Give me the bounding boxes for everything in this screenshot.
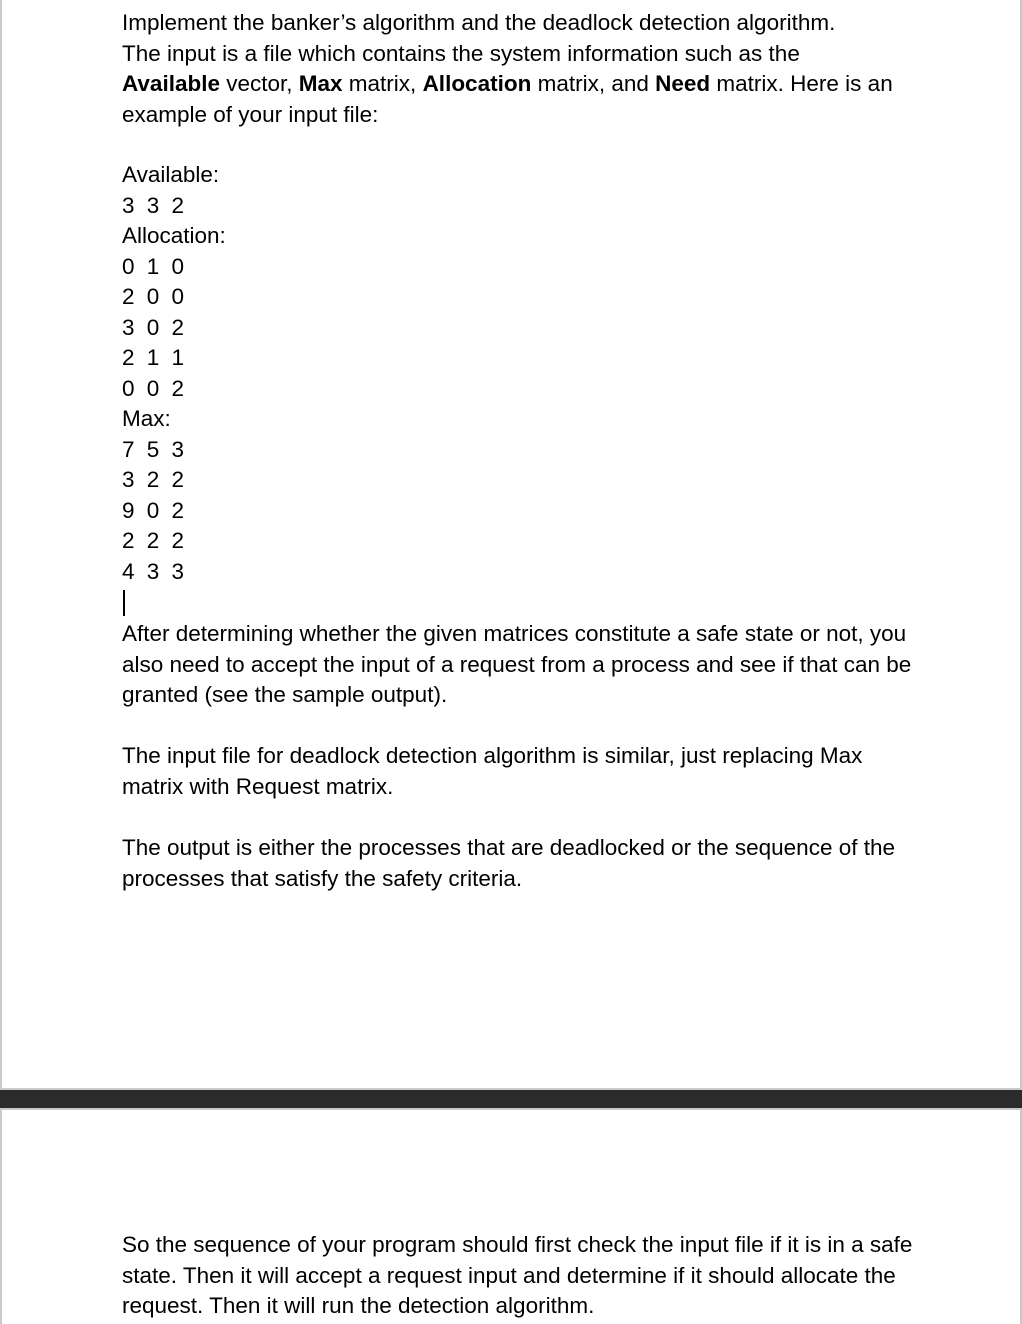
allocation-row: 0 1 0: [122, 253, 188, 279]
max-row: 3 2 2: [122, 467, 188, 492]
allocation-label: Allocation:: [122, 223, 226, 248]
max-row: 2 2 2: [122, 528, 188, 553]
allocation-row: 2 0 0: [122, 284, 188, 309]
after-paragraph: After determining whether the given matrices constitute a safe state or not, you also need to accept the input of a request from a process and see if that can be granted (see the sample output).: [122, 621, 912, 707]
max-row: 7 5 3: [122, 436, 188, 462]
available-label: Available:: [122, 162, 220, 187]
allocation-row: 2 1 1: [122, 345, 188, 370]
intro-line-1: Implement the banker’s algorithm and the deadlock detection algorithm.: [122, 10, 836, 35]
page-separator: [0, 1090, 1022, 1108]
intro-line-2: The input is a file which contains the system information such as the: [122, 40, 800, 66]
intro-line-4: example of your input file:: [122, 101, 379, 127]
intro-text-matrix: matrix,: [342, 71, 423, 96]
intro-text-matrix-and: matrix, and: [531, 71, 656, 96]
keyword-allocation: Allocation: [422, 71, 532, 96]
output-paragraph: The output is either the processes that are deadlocked or the sequence of the processes that satisfy the safety criteria.: [122, 835, 895, 891]
allocation-row: 0 0 2: [122, 375, 188, 401]
intro-text-here: matrix. Here is an: [710, 71, 893, 96]
max-row: 9 0 2: [122, 497, 188, 523]
keyword-max: Max: [298, 71, 343, 96]
keyword-need: Need: [655, 71, 711, 96]
intro-text-vector: vector,: [219, 71, 299, 96]
text-cursor[interactable]: [123, 590, 125, 616]
detection-paragraph: The input file for deadlock detection algorithm is similar, just replacing Max matrix with Request matrix.: [122, 743, 863, 799]
max-row: 4 3 3: [122, 558, 188, 584]
input-file-example: [122, 160, 226, 587]
intro-paragraph: [122, 8, 922, 130]
allocation-row: 3 0 2: [122, 314, 188, 340]
keyword-available: Available: [122, 71, 220, 96]
max-label: Max:: [122, 406, 171, 431]
available-row: 3 3 2: [122, 192, 188, 218]
document-page-2: [0, 1108, 1022, 1324]
sequence-paragraph: So the sequence of your program should first check the input file if it is in a safe state. Then it will accept a request input and determine if it should allocate the request. Then it will run the detection algorithm.: [122, 1232, 913, 1318]
